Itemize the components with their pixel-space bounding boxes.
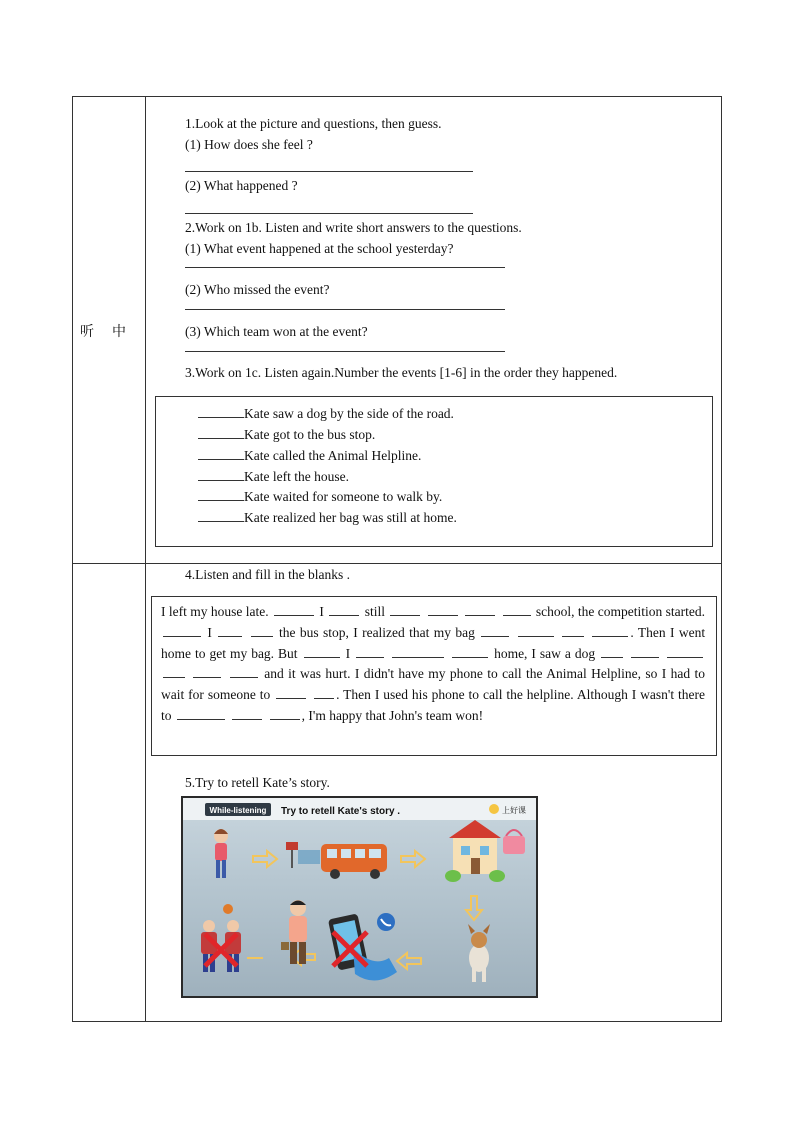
fill-blank[interactable] [503,604,531,616]
girl-icon [214,829,228,878]
row-divider [72,563,722,564]
number-blank[interactable] [198,509,244,522]
dog-icon [468,924,490,982]
answer-line[interactable] [185,267,505,268]
order-item: Kate realized her bag was still at home. [198,509,457,526]
fill-blank[interactable] [631,646,659,658]
q4-title: 4.Listen and fill in the blanks . [185,567,350,582]
fill-paragraph: I left my house late. I still school, the competition started. I the bus stop, I realized that my bag . Then I went home to get my bag. But I home, I saw a dog and it was hurt. I didn't have my phone to call the Animal Helpline, so I had to wait for someone to . Then I used his phone to call the helpline. Although I wasn't there to , I'm happy that John's team won! [161,604,706,723]
fill-blank[interactable] [465,604,495,616]
q1-item-1: (1) How does she feel ? [185,137,313,152]
fill-blank[interactable] [163,625,201,637]
fill-blank[interactable] [592,625,628,637]
fill-blank[interactable] [251,625,273,637]
banner-title: Try to retell Kate's story . [281,806,401,817]
fill-blank[interactable] [452,646,488,658]
answer-line[interactable] [185,213,473,214]
number-blank[interactable] [198,447,244,460]
q3-title: 3.Work on 1c. Listen again.Number the events [1-6] in the order they happened. [185,365,618,380]
fill-blank[interactable] [163,666,185,678]
bus-icon [321,844,387,879]
fill-blank[interactable] [274,604,314,616]
fill-blank[interactable] [518,625,554,637]
answer-line[interactable] [185,351,505,352]
number-blank[interactable] [198,488,244,501]
number-blank[interactable] [198,426,244,439]
number-blank[interactable] [198,468,244,481]
fill-blank[interactable] [304,646,340,658]
fill-blank[interactable] [329,604,359,616]
q2-title: 2.Work on 1b. Listen and write short answers to the questions. [185,220,522,235]
logo-icon [489,804,526,815]
fill-blank[interactable] [314,687,334,699]
bag-icon [503,830,525,854]
section-label: 听中 [80,324,144,340]
fill-blank[interactable] [428,604,458,616]
logo-text: 上好课 [502,806,526,815]
fill-blank[interactable] [270,708,300,720]
house-icon [445,820,505,882]
banner-tag: While-listening [209,806,267,815]
fill-blank[interactable] [218,625,242,637]
fill-blank[interactable] [177,708,225,720]
fill-blank[interactable] [193,666,221,678]
fill-blank[interactable] [276,687,306,699]
arrow-icon [466,896,482,920]
call-icon [377,913,395,931]
number-blank[interactable] [198,405,244,418]
q2-item-2: (2) Who missed the event? [185,282,330,297]
order-item: Kate left the house. [198,468,349,485]
order-item: Kate got to the bus stop. [198,426,375,443]
q5-title: 5.Try to retell Kate’s story. [185,775,330,790]
fill-blank[interactable] [562,625,584,637]
arrow-icon [253,851,277,867]
fill-blank[interactable] [601,646,623,658]
order-item: Kate called the Animal Helpline. [198,447,421,464]
fill-blank[interactable] [230,666,258,678]
fill-blank[interactable] [667,646,703,658]
fill-blank[interactable] [356,646,384,658]
q2-item-1: (1) What event happened at the school yesterday? [185,241,454,256]
arrow-icon [401,851,425,867]
bus-stop-icon [286,842,320,868]
order-item: Kate saw a dog by the side of the road. [198,405,454,422]
column-divider [145,96,146,1022]
fill-blank[interactable] [232,708,262,720]
story-picture [181,796,538,998]
answer-line[interactable] [185,309,505,310]
q1-title: 1.Look at the picture and questions, then guess. [185,116,442,131]
order-item: Kate waited for someone to walk by. [198,488,442,505]
fill-blank[interactable] [390,604,420,616]
boy-icon [281,900,307,964]
fill-blank[interactable] [481,625,509,637]
arrow-icon [397,953,421,969]
q2-item-3: (3) Which team won at the event? [185,324,368,339]
answer-line[interactable] [185,171,473,172]
fill-blank[interactable] [392,646,444,658]
q1-item-2: (2) What happened ? [185,178,298,193]
